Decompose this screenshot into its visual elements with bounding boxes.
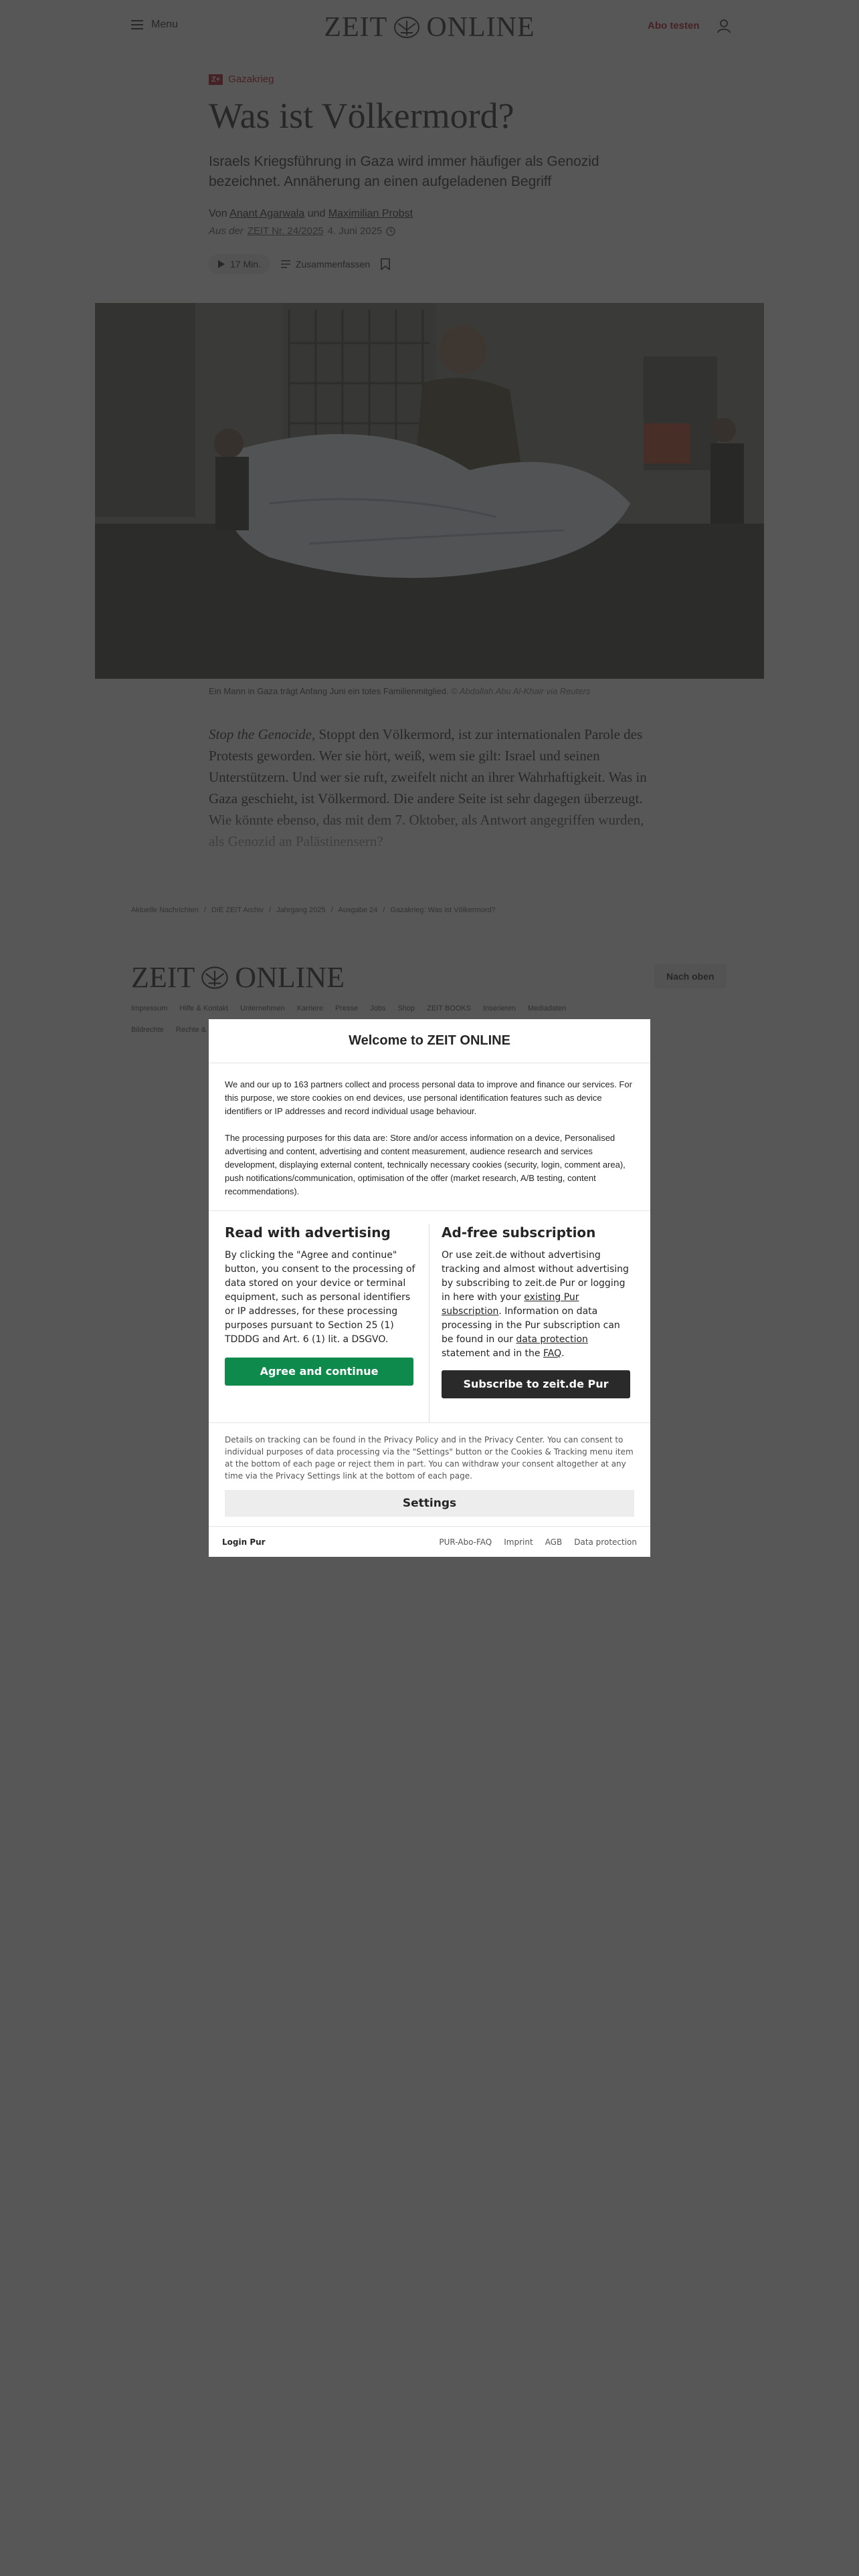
subscription-option — [430, 1224, 634, 1422]
login-pur-link[interactable]: Login Pur — [222, 1537, 266, 1547]
data-protection-footer-link[interactable]: Data protection — [574, 1537, 637, 1547]
subscription-heading: Ad-free subscription — [442, 1224, 596, 1241]
advertising-option — [225, 1224, 430, 1422]
consent-intro — [209, 1063, 650, 1198]
subscription-text-part: . Information on data processing in the Pur subscription can be found in our — [442, 1306, 620, 1345]
advertising-text: By clicking the "Agree and continue" button, you consent to the processing of data stored on your device or terminal equipment, such as personal identifiers or IP addresses, for these processing purposes pursuant to Section 25 (1) TDDDG and Art. 6 (1) lit. a DSGVO. — [225, 1250, 415, 1345]
pur-faq-link[interactable]: PUR-Abo-FAQ — [439, 1537, 492, 1547]
subscription-text — [442, 1249, 634, 1361]
agb-link[interactable]: AGB — [545, 1537, 563, 1547]
subscription-text-part: statement and in the — [442, 1348, 543, 1359]
agree-and-continue-button[interactable]: Agree and continue — [225, 1358, 413, 1386]
data-protection-link[interactable]: data protection — [516, 1334, 588, 1345]
consent-intro-paragraph: We and our up to 163 partners collect and process personal data to improve and finance our services. For this purpose, we store cookies on end devices, use personal identification features such as device identifiers or IP addresses and record individual usage behaviour. — [225, 1079, 632, 1116]
consent-details — [209, 1422, 650, 1540]
settings-button[interactable]: Settings — [225, 1490, 634, 1517]
tracking-details-text: Details on tracking can be found in the Privacy Policy and in the Privacy Center. You can consent to individual purposes of data processing via the "Settings" button or the Cookies & Tracking menu item at the bottom of each page or reject them in part. You can withdraw your consent altogether at any time via the Privacy Settings link at the bottom of each page. — [225, 1435, 634, 1481]
consent-footer-links — [439, 1537, 637, 1547]
consent-options — [209, 1211, 650, 1422]
existing-pur-link[interactable]: existing Pur subscription — [442, 1292, 579, 1317]
subscription-text-part: . — [561, 1348, 565, 1359]
consent-title: Welcome to ZEIT ONLINE — [209, 1019, 650, 1063]
subscribe-pur-button[interactable]: Subscribe to zeit.de Pur — [442, 1370, 630, 1398]
consent-purposes-paragraph: The processing purposes for this data are: Store and/or access information on a device, Personalised advertising and content, advertising and content measurement, audience research and services development, displaying external content, technically necessary cookies (security, login, comment area), push notifications/communication, optimisation of the offer (market research, A/B testing, content recommendations). — [225, 1133, 626, 1196]
faq-link[interactable]: FAQ — [543, 1348, 562, 1359]
subscription-text-part: Or use zeit.de without advertising tracking and almost without advertising by subscribing to zeit.de Pur or logging in here with your — [442, 1250, 629, 1303]
consent-dialog — [209, 1019, 650, 1557]
imprint-link[interactable]: Imprint — [504, 1537, 533, 1547]
consent-footer — [209, 1526, 650, 1557]
advertising-heading: Read with advertising — [225, 1224, 391, 1241]
